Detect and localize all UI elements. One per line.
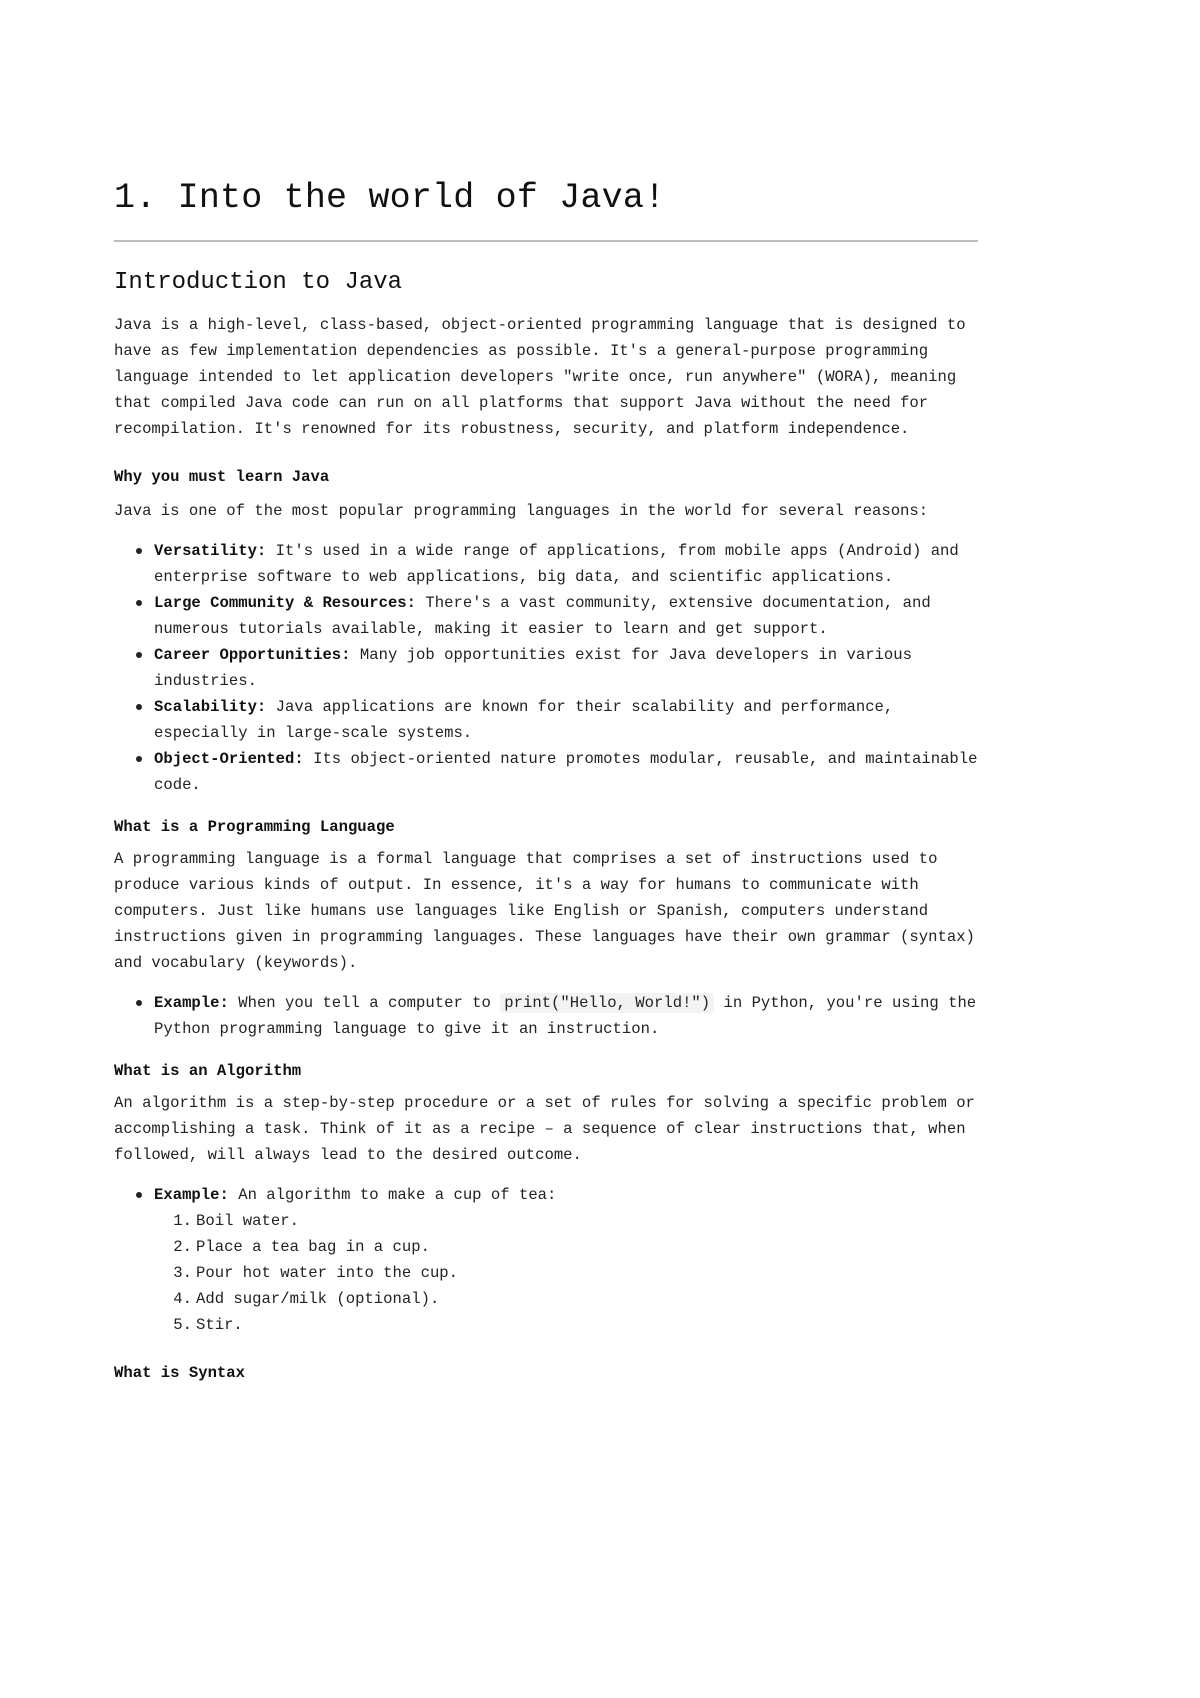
list-item-text: It's used in a wide range of applications, from mobile apps (Android) and enterprise software to web applications, big data, and scientific applications. xyxy=(154,542,959,586)
why-learn-java-paragraph: Java is one of the most popular programming languages in the world for several reasons: xyxy=(114,502,929,520)
bullet-icon xyxy=(136,600,142,606)
list-item-text: Its object-oriented nature promotes modular, reusable, and maintainable code. xyxy=(154,750,978,794)
bullet-icon xyxy=(136,1192,142,1198)
step-item xyxy=(173,1260,978,1286)
tea-steps-list xyxy=(154,1208,978,1338)
list-item xyxy=(154,990,978,1042)
example-term: Example: xyxy=(154,1186,229,1204)
example-text-before: When you tell a computer to xyxy=(228,994,501,1012)
step-number: 2. xyxy=(173,1238,192,1256)
bullet-icon xyxy=(136,704,142,710)
list-item xyxy=(154,642,978,694)
page-title: 1. Into the world of Java! xyxy=(114,178,666,218)
step-item xyxy=(173,1286,978,1312)
programming-language-example-list xyxy=(114,990,978,1042)
list-item-term: Career Opportunities: xyxy=(154,646,351,664)
example-text-after: in Python, you're using the Python programming language to give it an instruction. xyxy=(154,994,977,1038)
introduction-paragraph: Java is a high-level, class-based, object-oriented programming language that is designed to have as few implementation dependencies as possible. It's a general-purpose programming language intended to let application developers "write once, run anywhere" (WORA), meaning that compiled Java code can run on all platforms that support Java without the need for recompilation. It's renowned for its robustness, security, and platform independence. xyxy=(114,316,966,438)
step-number: 5. xyxy=(173,1316,192,1334)
list-item xyxy=(154,694,978,746)
list-item xyxy=(154,590,978,642)
bullet-icon xyxy=(136,756,142,762)
subheading-why-learn-java: Why you must learn Java xyxy=(114,468,330,486)
subheading-programming-language: What is a Programming Language xyxy=(114,818,395,836)
step-number: 4. xyxy=(173,1290,192,1308)
subheading-syntax: What is Syntax xyxy=(114,1364,246,1382)
bullet-icon xyxy=(136,548,142,554)
step-item xyxy=(173,1312,978,1338)
programming-language-paragraph: A programming language is a formal language that comprises a set of instructions used to produce various kinds of output. In essence, it's a way for humans to communicate with computers. Just like humans use languages like English or Spanish, computers understand instructions given in programming languages. These languages have their own grammar (syntax) and vocabulary (keywords). xyxy=(114,850,975,972)
list-item xyxy=(154,538,978,590)
document-page xyxy=(114,168,978,1386)
example-term: Example: xyxy=(154,994,229,1012)
step-item xyxy=(173,1234,978,1260)
algorithm-example-list xyxy=(114,1182,978,1338)
step-number: 3. xyxy=(173,1264,192,1282)
step-item xyxy=(173,1208,978,1234)
algorithm-paragraph: An algorithm is a step-by-step procedure or a set of rules for solving a specific problem or accomplishing a task. Think of it as a recipe – a sequence of clear instructions that, when followed, will always lead to the desired outcome. xyxy=(114,1094,975,1164)
list-item-text: Java applications are known for their scalability and performance, especially in large-scale systems. xyxy=(154,698,894,742)
list-item xyxy=(154,746,978,798)
example-text: An algorithm to make a cup of tea: xyxy=(228,1186,557,1204)
title-divider xyxy=(114,240,978,242)
step-text: Pour hot water into the cup. xyxy=(196,1264,459,1282)
subheading-algorithm: What is an Algorithm xyxy=(114,1062,302,1080)
step-text: Add sugar/milk (optional). xyxy=(196,1290,440,1308)
section-heading-introduction: Introduction to Java xyxy=(114,269,403,296)
list-item-text: Many job opportunities exist for Java developers in various industries. xyxy=(154,646,912,690)
step-number: 1. xyxy=(173,1212,192,1230)
list-item-term: Versatility: xyxy=(154,542,267,560)
list-item-term: Scalability: xyxy=(154,698,267,716)
step-text: Stir. xyxy=(196,1316,243,1334)
list-item xyxy=(154,1182,978,1338)
reasons-list xyxy=(114,538,978,798)
list-item-text: There's a vast community, extensive documentation, and numerous tutorials available, making it easier to learn and get support. xyxy=(154,594,931,638)
list-item-term: Object-Oriented: xyxy=(154,750,304,768)
list-item-term: Large Community & Resources: xyxy=(154,594,417,612)
step-text: Boil water. xyxy=(196,1212,299,1230)
bullet-icon xyxy=(136,652,142,658)
inline-code: print("Hello, World!") xyxy=(500,993,714,1013)
step-text: Place a tea bag in a cup. xyxy=(196,1238,430,1256)
bullet-icon xyxy=(136,1000,142,1006)
